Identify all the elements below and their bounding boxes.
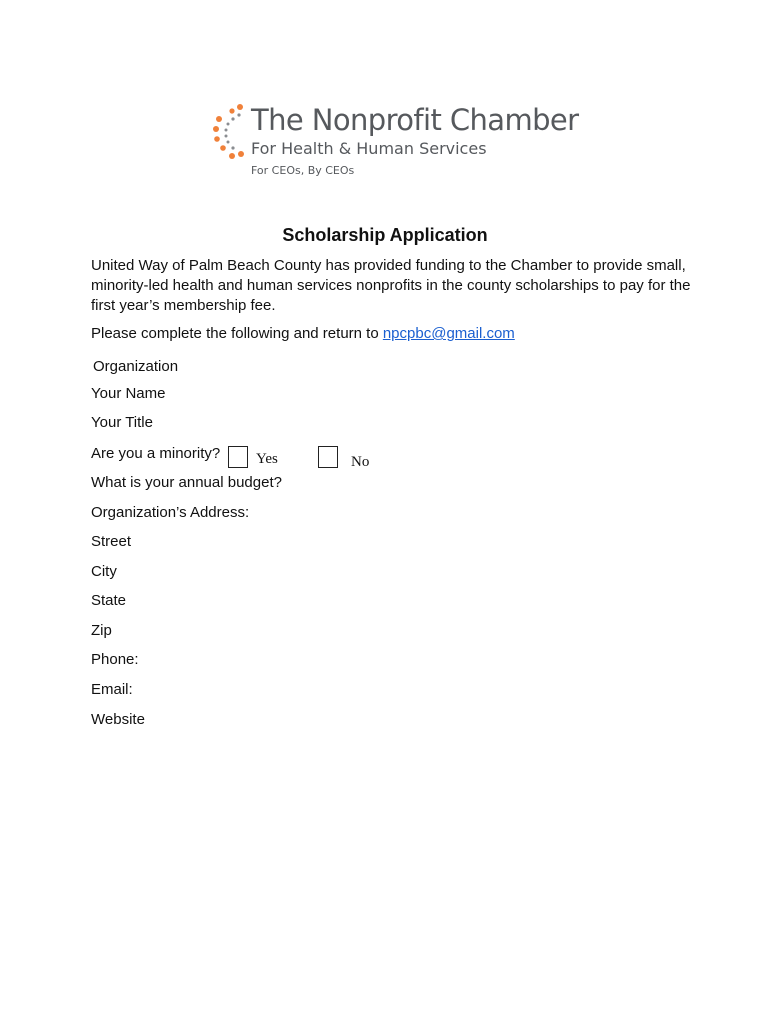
- minority-question: Are you a minority?: [91, 445, 221, 462]
- phone-label: Phone:: [91, 651, 139, 668]
- website-label: Website: [91, 711, 145, 728]
- organization-label: Organization: [93, 358, 179, 375]
- budget-question: What is your annual budget?: [91, 474, 282, 491]
- state-label: State: [91, 592, 127, 609]
- your-title-label: Your Title: [91, 414, 153, 431]
- your-name-label: Your Name: [91, 385, 166, 402]
- logo-tagline: For CEOs, By CEOs: [251, 164, 355, 177]
- yes-checkbox[interactable]: [228, 446, 248, 468]
- chamber-logo: [211, 100, 579, 182]
- no-option-label: No: [351, 454, 370, 470]
- no-checkbox[interactable]: [318, 446, 338, 468]
- intro-paragraph: United Way of Palm Beach County has provided funding to the Chamber to provide small, minority-led health and human services nonprofits in the county scholarships to pay for the first year’s membership fee.: [91, 257, 691, 314]
- street-label: Street: [91, 533, 132, 550]
- yes-option-label: Yes: [256, 451, 278, 467]
- logo-title: The Nonprofit Chamber: [251, 103, 579, 137]
- zip-label: Zip: [91, 622, 112, 639]
- city-label: City: [91, 563, 117, 580]
- address-label: Organization’s Address:: [91, 504, 250, 521]
- email-link[interactable]: npcpbc@gmail.com: [382, 325, 515, 342]
- logo-subtitle: For Health & Human Services: [251, 139, 487, 158]
- document-title: Scholarship Application: [282, 225, 488, 245]
- dots-arc-icon: [211, 102, 247, 160]
- email-label: Email:: [91, 681, 133, 698]
- instruction-line: [91, 324, 515, 344]
- instruction-text: Please complete the following and return to: [91, 325, 383, 342]
